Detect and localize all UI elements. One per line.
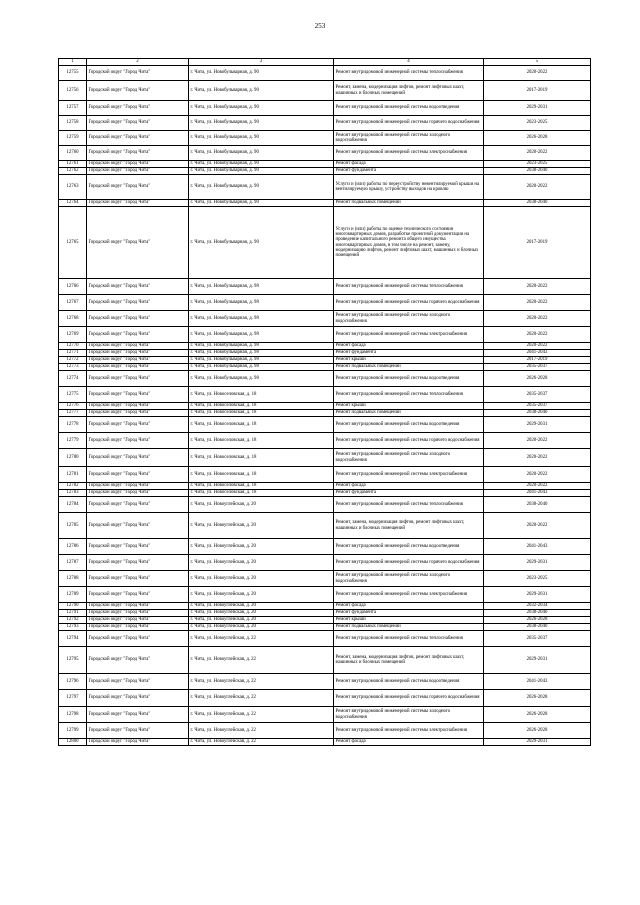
row-id: 12776 xyxy=(59,403,87,410)
row-id: 12784 xyxy=(59,497,87,513)
work-type-cell: Ремонт внутридомовой инженерной системы холодного водоснабжения xyxy=(334,311,484,327)
period-cell: 2026-2028 xyxy=(484,707,591,723)
row-id: 12781 xyxy=(59,467,87,483)
work-type-cell: Ремонт внутридомовой инженерной системы холодного водоснабжения xyxy=(334,131,484,146)
municipality-cell: Городской округ "Город Чита" xyxy=(87,631,189,647)
municipality-cell: Городской округ "Город Чита" xyxy=(87,207,189,279)
address-cell: г. Чита, ул. Новобульварная, д. 98 xyxy=(189,279,334,295)
period-cell: 2020-2022 xyxy=(484,146,591,161)
work-type-cell: Ремонт фундамента xyxy=(334,168,484,175)
work-type-cell: Ремонт, замена, модернизация лифтов, ремонт лифтовых шахт, машинных и блочных помещений xyxy=(334,81,484,101)
municipality-cell: Городской округ "Город Чита" xyxy=(87,707,189,723)
address-cell: г. Чита, ул. Новоселовская, д. 18 xyxy=(189,403,334,410)
period-cell: 2041-2043 xyxy=(484,539,591,555)
row-id: 12797 xyxy=(59,690,87,707)
address-cell: г. Чита, ул. Новоселовская, д. 18 xyxy=(189,433,334,449)
work-type-cell: Услуги и (или) работы по переустройству невентилируемой крыши на вентилируемую крышу, устройству выходов на кровлю xyxy=(334,175,484,200)
address-cell: г. Чита, ул. Новобульварная, д. 90 xyxy=(189,81,334,101)
municipality-cell: Городской округ "Город Чита" xyxy=(87,364,189,371)
table-row xyxy=(59,168,591,175)
row-id: 12782 xyxy=(59,483,87,490)
address-cell: г. Чита, ул. Новоселовская, д. 18 xyxy=(189,449,334,467)
municipality-cell: Городской округ "Город Чита" xyxy=(87,433,189,449)
row-id: 12790 xyxy=(59,603,87,610)
municipality-cell: Городской округ "Город Чита" xyxy=(87,146,189,161)
period-cell: 2038-2040 xyxy=(484,624,591,631)
table-row xyxy=(59,403,591,410)
work-type-cell: Ремонт, замена, модернизация лифтов, ремонт лифтовых шахт, машинных и блочных помещений xyxy=(334,513,484,539)
row-id: 12770 xyxy=(59,343,87,350)
header-col-1: 1 xyxy=(59,59,87,66)
work-type-cell: Ремонт крыши xyxy=(334,403,484,410)
address-cell: г. Чита, ул. Новобульварная, д. 98 xyxy=(189,364,334,371)
period-cell: 2038-2040 xyxy=(484,497,591,513)
period-cell: 2020-2022 xyxy=(484,483,591,490)
municipality-cell: Городской округ "Город Чита" xyxy=(87,603,189,610)
address-cell: г. Чита, ул. Новоселовская, д. 18 xyxy=(189,467,334,483)
work-type-cell: Ремонт подвальных помещений xyxy=(334,200,484,207)
period-cell: 2026-2028 xyxy=(484,131,591,146)
row-id: 12759 xyxy=(59,131,87,146)
table-row xyxy=(59,295,591,311)
period-cell: 2020-2022 xyxy=(484,513,591,539)
row-id: 12793 xyxy=(59,624,87,631)
row-id: 12798 xyxy=(59,707,87,723)
row-id: 12779 xyxy=(59,433,87,449)
table-row xyxy=(59,161,591,168)
table-row xyxy=(59,490,591,497)
municipality-cell: Городской округ "Город Чита" xyxy=(87,161,189,168)
table-row xyxy=(59,690,591,707)
work-type-cell: Ремонт внутридомовой инженерной системы водоотведения xyxy=(334,417,484,433)
address-cell: г. Чита, ул. Новоуглейская, д. 20 xyxy=(189,624,334,631)
address-cell: г. Чита, ул. Новобульварная, д. 90 xyxy=(189,101,334,116)
address-cell: г. Чита, ул. Новоселовская, д. 18 xyxy=(189,417,334,433)
period-cell: 2038-2040 xyxy=(484,610,591,617)
work-type-cell: Ремонт, замена, модернизация лифтов, ремонт лифтовых шахт, машинных и блочных помещений xyxy=(334,647,484,674)
municipality-cell: Городской округ "Город Чита" xyxy=(87,343,189,350)
municipality-cell: Городской округ "Город Чита" xyxy=(87,168,189,175)
header-row xyxy=(59,59,591,66)
municipality-cell: Городской округ "Город Чита" xyxy=(87,624,189,631)
period-cell: 2029-2031 xyxy=(484,555,591,571)
work-type-cell: Ремонт внутридомовой инженерной системы холодного водоснабжения xyxy=(334,571,484,587)
row-id: 12766 xyxy=(59,279,87,295)
address-cell: г. Чита, ул. Новобульварная, д. 90 xyxy=(189,200,334,207)
period-cell: 2032-2034 xyxy=(484,603,591,610)
table-row xyxy=(59,371,591,387)
address-cell: г. Чита, ул. Новоселовская, д. 18 xyxy=(189,483,334,490)
table-row xyxy=(59,674,591,690)
row-id: 12788 xyxy=(59,571,87,587)
work-type-cell: Ремонт внутридомовой инженерной системы электроснабжения xyxy=(334,327,484,343)
work-type-cell: Ремонт внутридомовой инженерной системы электроснабжения xyxy=(334,146,484,161)
work-type-cell: Услуги и (или) работы по оценке технического состояния многоквартирных домов, разработке проектной документации на проведение капитального ремонта общего имущества многоквартирных домов, в том числе на ремонт, замену, модернизацию лифтов, ремонт лифтовых шахт, машинных и блочных помещений xyxy=(334,207,484,279)
table-row xyxy=(59,555,591,571)
table-row xyxy=(59,131,591,146)
table-row xyxy=(59,207,591,279)
work-type-cell: Ремонт внутридомовой инженерной системы электроснабжения xyxy=(334,723,484,739)
period-cell: 2029-2031 xyxy=(484,739,591,746)
municipality-cell: Городской округ "Город Чита" xyxy=(87,131,189,146)
period-cell: 2041-2043 xyxy=(484,674,591,690)
header-col-5: 5 xyxy=(484,59,591,66)
table-row xyxy=(59,146,591,161)
table-row xyxy=(59,739,591,746)
period-cell: 2035-2037 xyxy=(484,631,591,647)
municipality-cell: Городской округ "Город Чита" xyxy=(87,200,189,207)
work-type-cell: Ремонт крыши xyxy=(334,617,484,624)
work-type-cell: Ремонт фундамента xyxy=(334,490,484,497)
work-type-cell: Ремонт внутридомовой инженерной системы горячего водоснабжения xyxy=(334,295,484,311)
address-cell: г. Чита, ул. Новоуглейская, д. 20 xyxy=(189,603,334,610)
row-id: 12786 xyxy=(59,539,87,555)
period-cell: 2038-2040 xyxy=(484,410,591,417)
address-cell: г. Чита, ул. Новоуглейская, д. 20 xyxy=(189,610,334,617)
address-cell: г. Чита, ул. Новобульварная, д. 98 xyxy=(189,371,334,387)
municipality-cell: Городской округ "Город Чита" xyxy=(87,483,189,490)
address-cell: г. Чита, ул. Новобульварная, д. 98 xyxy=(189,311,334,327)
period-cell: 2020-2022 xyxy=(484,327,591,343)
address-cell: г. Чита, ул. Новоуглейская, д. 22 xyxy=(189,647,334,674)
address-cell: г. Чита, ул. Новоуглейская, д. 20 xyxy=(189,539,334,555)
period-cell: 2023-2025 xyxy=(484,571,591,587)
address-cell: г. Чита, ул. Новоуглейская, д. 22 xyxy=(189,690,334,707)
row-id: 12764 xyxy=(59,200,87,207)
municipality-cell: Городской округ "Город Чита" xyxy=(87,387,189,403)
row-id: 12796 xyxy=(59,674,87,690)
row-id: 12773 xyxy=(59,364,87,371)
work-type-cell: Ремонт внутридомовой инженерной системы холодного водоснабжения xyxy=(334,449,484,467)
municipality-cell: Городской округ "Город Чита" xyxy=(87,116,189,131)
table-row xyxy=(59,624,591,631)
municipality-cell: Городской округ "Город Чита" xyxy=(87,357,189,364)
work-type-cell: Ремонт подвальных помещений xyxy=(334,364,484,371)
row-id: 12778 xyxy=(59,417,87,433)
row-id: 12774 xyxy=(59,371,87,387)
address-cell: г. Чита, ул. Новоселовская, д. 18 xyxy=(189,410,334,417)
municipality-cell: Городской округ "Город Чита" xyxy=(87,279,189,295)
table-row xyxy=(59,66,591,81)
period-cell: 2020-2022 xyxy=(484,66,591,81)
row-id: 12789 xyxy=(59,587,87,603)
row-id: 12785 xyxy=(59,513,87,539)
period-cell: 2023-2025 xyxy=(484,161,591,168)
address-cell: г. Чита, ул. Новобульварная, д. 90 xyxy=(189,207,334,279)
period-cell: 2029-2031 xyxy=(484,101,591,116)
work-type-cell: Ремонт внутридомовой инженерной системы водоотведения xyxy=(334,674,484,690)
work-type-cell: Ремонт фасада xyxy=(334,603,484,610)
row-id: 12769 xyxy=(59,327,87,343)
period-cell: 2041-2043 xyxy=(484,490,591,497)
table-row xyxy=(59,343,591,350)
municipality-cell: Городской округ "Город Чита" xyxy=(87,571,189,587)
municipality-cell: Городской округ "Город Чита" xyxy=(87,175,189,200)
period-cell: 2038-2040 xyxy=(484,200,591,207)
period-cell: 2026-2028 xyxy=(484,690,591,707)
row-id: 12787 xyxy=(59,555,87,571)
work-type-cell: Ремонт фасада xyxy=(334,483,484,490)
row-id: 12765 xyxy=(59,207,87,279)
period-cell: 2023-2025 xyxy=(484,116,591,131)
work-type-cell: Ремонт внутридомовой инженерной системы водоотведения xyxy=(334,101,484,116)
table-row xyxy=(59,539,591,555)
municipality-cell: Городской округ "Город Чита" xyxy=(87,410,189,417)
table-row xyxy=(59,483,591,490)
period-cell: 2020-2022 xyxy=(484,175,591,200)
row-id: 12772 xyxy=(59,357,87,364)
municipality-cell: Городской округ "Город Чита" xyxy=(87,311,189,327)
work-type-cell: Ремонт внутридомовой инженерной системы горячего водоснабжения xyxy=(334,690,484,707)
table-row xyxy=(59,200,591,207)
work-type-cell: Ремонт внутридомовой инженерной системы теплоснабжения xyxy=(334,279,484,295)
address-cell: г. Чита, ул. Новоуглейская, д. 20 xyxy=(189,617,334,624)
table-row xyxy=(59,449,591,467)
work-type-cell: Ремонт внутридомовой инженерной системы горячего водоснабжения xyxy=(334,433,484,449)
municipality-cell: Городской округ "Город Чита" xyxy=(87,66,189,81)
municipality-cell: Городской округ "Город Чита" xyxy=(87,513,189,539)
municipality-cell: Городской округ "Город Чита" xyxy=(87,403,189,410)
municipality-cell: Городской округ "Город Чита" xyxy=(87,539,189,555)
period-cell: 2029-2031 xyxy=(484,587,591,603)
work-type-cell: Ремонт фасада xyxy=(334,343,484,350)
period-cell: 2020-2022 xyxy=(484,311,591,327)
header-col-2: 2 xyxy=(87,59,189,66)
period-cell: 2035-2037 xyxy=(484,387,591,403)
period-cell: 2035-2037 xyxy=(484,403,591,410)
address-cell: г. Чита, ул. Новоуглейская, д. 22 xyxy=(189,723,334,739)
period-cell: 2017-2019 xyxy=(484,81,591,101)
row-id: 12762 xyxy=(59,168,87,175)
period-cell: 2029-2031 xyxy=(484,417,591,433)
row-id: 12755 xyxy=(59,66,87,81)
work-type-cell: Ремонт внутридомовой инженерной системы теплоснабжения xyxy=(334,631,484,647)
work-type-cell: Ремонт фундамента xyxy=(334,610,484,617)
period-cell: 2026-2028 xyxy=(484,371,591,387)
row-id: 12783 xyxy=(59,490,87,497)
municipality-cell: Городской округ "Город Чита" xyxy=(87,81,189,101)
work-type-cell: Ремонт крыши xyxy=(334,357,484,364)
municipality-cell: Городской округ "Город Чита" xyxy=(87,690,189,707)
table-row xyxy=(59,707,591,723)
address-cell: г. Чита, ул. Новоуглейская, д. 22 xyxy=(189,707,334,723)
table-row xyxy=(59,410,591,417)
period-cell: 2020-2022 xyxy=(484,433,591,449)
municipality-cell: Городской округ "Город Чита" xyxy=(87,350,189,357)
municipality-cell: Городской округ "Город Чита" xyxy=(87,647,189,674)
period-cell: 2041-2043 xyxy=(484,350,591,357)
row-id: 12771 xyxy=(59,350,87,357)
page-number: 253 xyxy=(314,22,326,30)
address-cell: г. Чита, ул. Новобульварная, д. 90 xyxy=(189,146,334,161)
municipality-cell: Городской округ "Город Чита" xyxy=(87,587,189,603)
period-cell: 2026-2028 xyxy=(484,723,591,739)
address-cell: г. Чита, ул. Новоуглейская, д. 20 xyxy=(189,571,334,587)
address-cell: г. Чита, ул. Новобульварная, д. 98 xyxy=(189,343,334,350)
municipality-cell: Городской округ "Город Чита" xyxy=(87,449,189,467)
municipality-cell: Городской округ "Город Чита" xyxy=(87,739,189,746)
period-cell: 2038-2040 xyxy=(484,168,591,175)
table-row xyxy=(59,467,591,483)
municipality-cell: Городской округ "Город Чита" xyxy=(87,490,189,497)
municipality-cell: Городской округ "Город Чита" xyxy=(87,674,189,690)
period-cell: 2017-2019 xyxy=(484,207,591,279)
row-id: 12780 xyxy=(59,449,87,467)
address-cell: г. Чита, ул. Новобульварная, д. 90 xyxy=(189,168,334,175)
address-cell: г. Чита, ул. Новобульварная, д. 90 xyxy=(189,161,334,168)
row-id: 12800 xyxy=(59,739,87,746)
table-row xyxy=(59,497,591,513)
municipality-cell: Городской округ "Город Чита" xyxy=(87,417,189,433)
row-id: 12799 xyxy=(59,723,87,739)
address-cell: г. Чита, ул. Новобульварная, д. 90 xyxy=(189,175,334,200)
period-cell: 2026-2028 xyxy=(484,617,591,624)
table-row xyxy=(59,279,591,295)
table-row xyxy=(59,175,591,200)
row-id: 12757 xyxy=(59,101,87,116)
table-row xyxy=(59,81,591,101)
address-cell: г. Чита, ул. Новоселовская, д. 18 xyxy=(189,490,334,497)
table-row xyxy=(59,610,591,617)
table-row xyxy=(59,357,591,364)
work-type-cell: Ремонт подвальных помещений xyxy=(334,624,484,631)
row-id: 12758 xyxy=(59,116,87,131)
table-row xyxy=(59,631,591,647)
work-type-cell: Ремонт внутридомовой инженерной системы теплоснабжения xyxy=(334,387,484,403)
address-cell: г. Чита, ул. Новоуглейская, д. 22 xyxy=(189,739,334,746)
table-row xyxy=(59,647,591,674)
table-row xyxy=(59,513,591,539)
work-type-cell: Ремонт фасада xyxy=(334,739,484,746)
work-type-cell: Ремонт внутридомовой инженерной системы водоотведения xyxy=(334,371,484,387)
row-id: 12791 xyxy=(59,610,87,617)
address-cell: г. Чита, ул. Новобульварная, д. 98 xyxy=(189,295,334,311)
period-cell: 2029-2031 xyxy=(484,647,591,674)
municipality-cell: Городской округ "Город Чита" xyxy=(87,467,189,483)
row-id: 12792 xyxy=(59,617,87,624)
table-row xyxy=(59,101,591,116)
address-cell: г. Чита, ул. Новобульварная, д. 90 xyxy=(189,131,334,146)
header-col-4: 4 xyxy=(334,59,484,66)
municipality-cell: Городской округ "Город Чита" xyxy=(87,497,189,513)
row-id: 12794 xyxy=(59,631,87,647)
work-type-cell: Ремонт внутридомовой инженерной системы теплоснабжения xyxy=(334,66,484,81)
municipality-cell: Городской округ "Город Чита" xyxy=(87,295,189,311)
period-cell: 2035-2037 xyxy=(484,364,591,371)
municipality-cell: Городской округ "Город Чита" xyxy=(87,723,189,739)
work-type-cell: Ремонт фасада xyxy=(334,161,484,168)
table-row xyxy=(59,311,591,327)
table-row xyxy=(59,617,591,624)
row-id: 12775 xyxy=(59,387,87,403)
period-cell: 2020-2022 xyxy=(484,467,591,483)
work-type-cell: Ремонт подвальных помещений xyxy=(334,410,484,417)
work-type-cell: Ремонт внутридомовой инженерной системы водоотведения xyxy=(334,539,484,555)
address-cell: г. Чита, ул. Новобульварная, д. 98 xyxy=(189,357,334,364)
period-cell: 2017-2019 xyxy=(484,357,591,364)
address-cell: г. Чита, ул. Новобульварная, д. 98 xyxy=(189,327,334,343)
work-type-cell: Ремонт внутридомовой инженерной системы холодного водоснабжения xyxy=(334,707,484,723)
work-type-cell: Ремонт внутридомовой инженерной системы электроснабжения xyxy=(334,467,484,483)
table-row xyxy=(59,571,591,587)
table-row xyxy=(59,364,591,371)
row-id: 12763 xyxy=(59,175,87,200)
row-id: 12761 xyxy=(59,161,87,168)
work-type-cell: Ремонт фундамента xyxy=(334,350,484,357)
address-cell: г. Чита, ул. Новоуглейская, д. 22 xyxy=(189,631,334,647)
header-col-3: 3 xyxy=(189,59,334,66)
table-row xyxy=(59,116,591,131)
municipality-cell: Городской округ "Город Чита" xyxy=(87,555,189,571)
table-row xyxy=(59,603,591,610)
table-row xyxy=(59,387,591,403)
row-id: 12760 xyxy=(59,146,87,161)
address-cell: г. Чита, ул. Новоселовская, д. 18 xyxy=(189,387,334,403)
period-cell: 2020-2022 xyxy=(484,343,591,350)
municipality-cell: Городской округ "Город Чита" xyxy=(87,327,189,343)
row-id: 12777 xyxy=(59,410,87,417)
address-cell: г. Чита, ул. Новоуглейская, д. 20 xyxy=(189,513,334,539)
municipality-cell: Городской округ "Город Чита" xyxy=(87,610,189,617)
work-type-cell: Ремонт внутридомовой инженерной системы горячего водоснабжения xyxy=(334,555,484,571)
municipality-cell: Городской округ "Город Чита" xyxy=(87,101,189,116)
municipality-cell: Городской округ "Город Чита" xyxy=(87,371,189,387)
row-id: 12795 xyxy=(59,647,87,674)
table-row xyxy=(59,587,591,603)
work-type-cell: Ремонт внутридомовой инженерной системы теплоснабжения xyxy=(334,497,484,513)
work-type-cell: Ремонт внутридомовой инженерной системы горячего водоснабжения xyxy=(334,116,484,131)
row-id: 12767 xyxy=(59,295,87,311)
address-cell: г. Чита, ул. Новоуглейская, д. 20 xyxy=(189,587,334,603)
table-row xyxy=(59,433,591,449)
address-cell: г. Чита, ул. Новоуглейская, д. 22 xyxy=(189,674,334,690)
period-cell: 2020-2022 xyxy=(484,279,591,295)
work-type-cell: Ремонт внутридомовой инженерной системы электроснабжения xyxy=(334,587,484,603)
table-row xyxy=(59,350,591,357)
row-id: 12756 xyxy=(59,81,87,101)
period-cell: 2020-2022 xyxy=(484,295,591,311)
period-cell: 2020-2022 xyxy=(484,449,591,467)
table-row xyxy=(59,327,591,343)
repair-schedule-table xyxy=(58,58,591,746)
address-cell: г. Чита, ул. Новобульварная, д. 90 xyxy=(189,116,334,131)
row-id: 12768 xyxy=(59,311,87,327)
municipality-cell: Городской округ "Город Чита" xyxy=(87,617,189,624)
address-cell: г. Чита, ул. Новоуглейская, д. 20 xyxy=(189,497,334,513)
table-row xyxy=(59,723,591,739)
address-cell: г. Чита, ул. Новобульварная, д. 98 xyxy=(189,350,334,357)
address-cell: г. Чита, ул. Новобульварная, д. 90 xyxy=(189,66,334,81)
address-cell: г. Чита, ул. Новоуглейская, д. 20 xyxy=(189,555,334,571)
table-row xyxy=(59,417,591,433)
